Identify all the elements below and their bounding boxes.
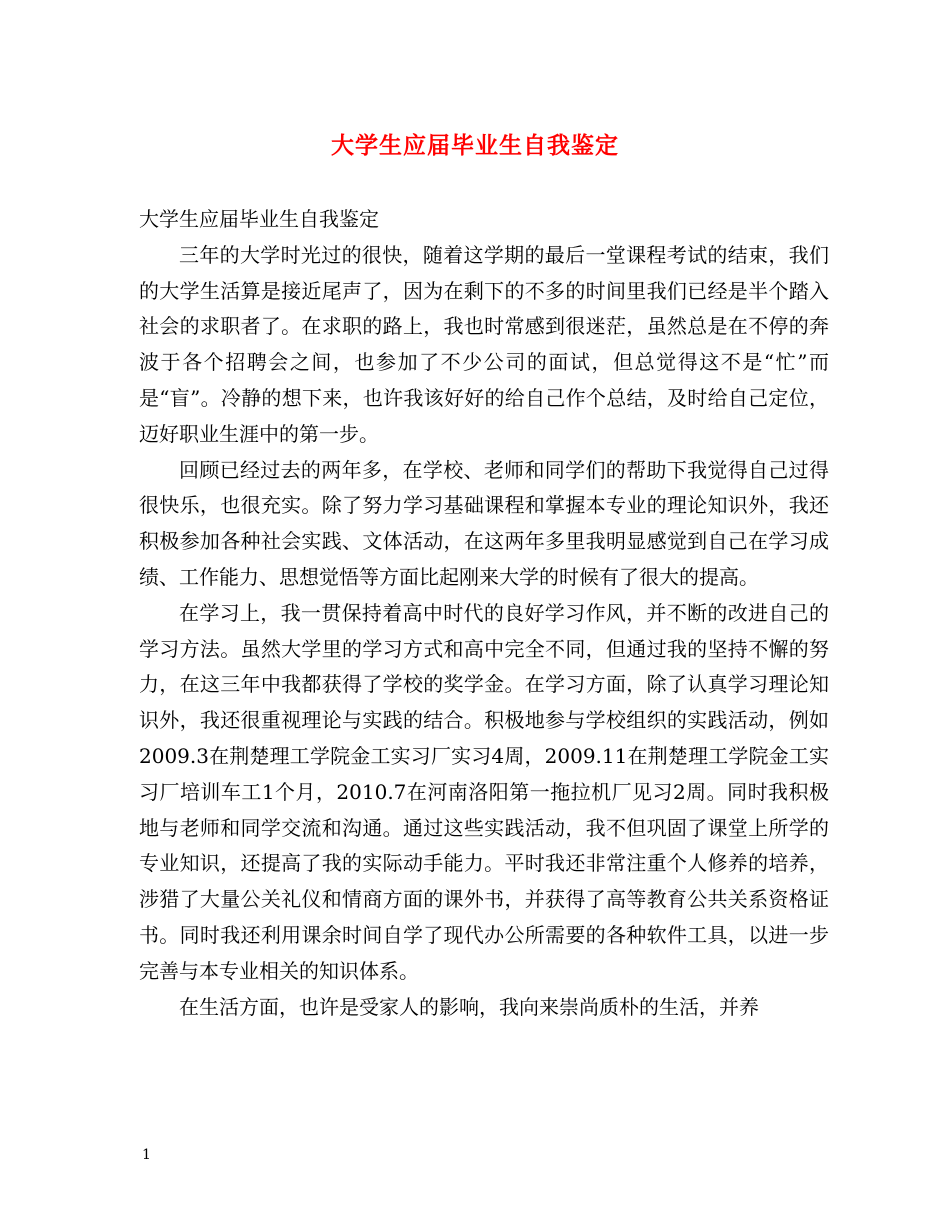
paragraph-intro: 三年的大学时光过的很快，随着这学期的最后一堂课程考试的结束，我们的大学生活算是接近尾声了，因为在剩下的不多的时间里我们已经是半个踏入社会的求职者了。在求职的路上，我也时常感到很迷茫，虽然总是在不停的奔波于各个招聘会之间，也参加了不少公司的面试，但总觉得这不是“忙”而是“盲”。冷静的想下来，也许我该好好的给自己作个总结，及时给自己定位，迈好职业生涯中的第一步。 [139, 242, 829, 446]
paragraph-review: 回顾已经过去的两年多，在学校、老师和同学们的帮助下我觉得自己过得很快乐，也很充实。除了努力学习基础课程和掌握本专业的理论知识外，我还积极参加各种社会实践、文体活动，在这两年多里我明显感觉到自己在学习成绩、工作能力、思想觉悟等方面比起刚来大学的时候有了很大的提高。 [139, 457, 829, 589]
page-number: 1 [142, 1147, 151, 1163]
body-heading: 大学生应届毕业生自我鉴定 [139, 207, 379, 231]
paragraph-study: 在学习上，我一贯保持着高中时代的良好学习作风，并不断的改进自己的学习方法。虽然大学里的学习方式和高中完全不同，但通过我的坚持不懈的努力，在这三年中我都获得了学校的奖学金。在学习方面，除了认真学习理论知识外，我还很重视理论与实践的结合。积极地参与学校组织的实践活动，例如2009.3在荆楚理工学院金工实习厂实习4周，2009.11在荆楚理工学院金工实习厂培训车工1个月，2010.7在河南洛阳第一拖拉机厂见习2周。同时我积极地与老师和同学交流和沟通。通过这些实践活动，我不但巩固了课堂上所学的专业知识，还提高了我的实际动手能力。平时我还非常注重个人修养的培养，涉猎了大量公关礼仪和情商方面的课外书，并获得了高等教育公共关系资格证书。同时我还利用课余时间自学了现代办公所需要的各种软件工具，以进一步完善与本专业相关的知识体系。 [139, 600, 829, 983]
document-title: 大学生应届毕业生自我鉴定 [331, 132, 619, 159]
paragraph-life: 在生活方面，也许是受家人的影响，我向来崇尚质朴的生活，并养 [179, 994, 759, 1019]
document-body [139, 202, 829, 1025]
